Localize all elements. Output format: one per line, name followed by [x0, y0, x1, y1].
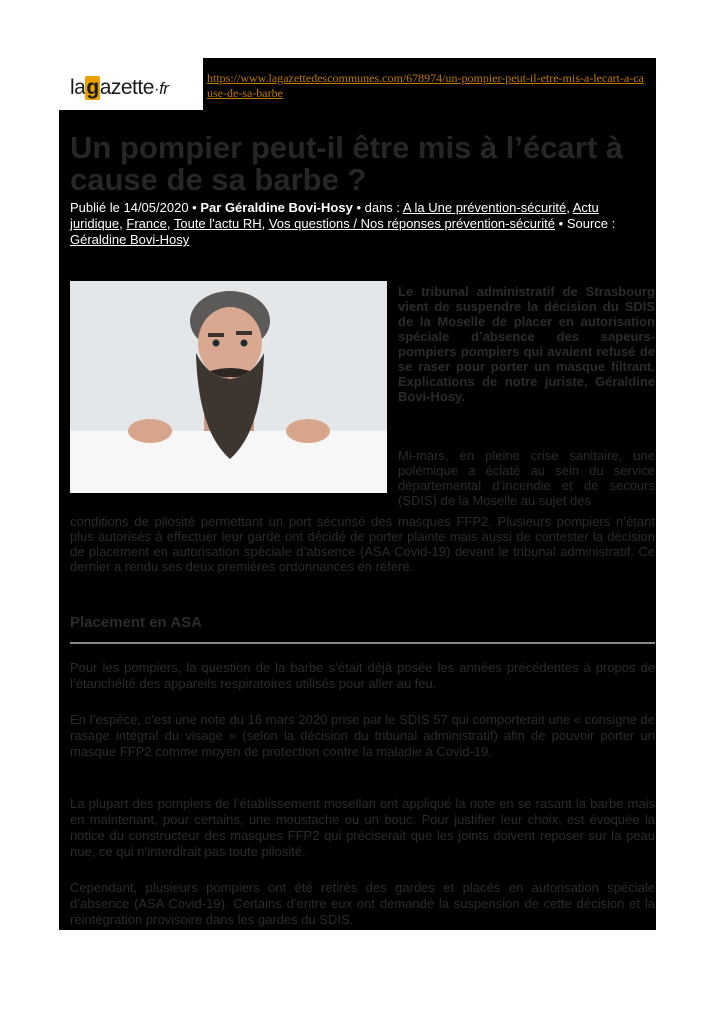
body-paragraph: Pour les pompiers, la question de la barbe s’était déjà posée les années précédentes à propos de l’étanchéité des appareils respiratoires utilisés pour aller au feu. [70, 660, 655, 691]
article-title: Un pompier peut-il être mis à l’écart à cause de sa barbe ? [70, 130, 623, 197]
gazette-logo[interactable]: lagazette·fr [70, 76, 169, 99]
logo-area [59, 58, 203, 110]
body-paragraph: La plupart des pompiers de l’établissement mosellan ont appliqué la note en se rasant la barbe mais en maintenant, pour certains, une moustache ou un bouc. Pour justifier leur choix, est évoquée la notice du constructeur des masques FFP2 qui préciserait que les joints doivent reposer sur la peau nue, ce qui n’interdirait pas toute pilosité. [70, 796, 655, 859]
article-meta: Publié le 14/05/2020 • Par Géraldine Bovi-Hosy • dans : A la Une prévention-sécurité, Actu juridique, France, Toute l'actu RH, Vos questions / Nos réponses prévention-sécurité • Source : Géraldine Bovi-Hosy [70, 200, 616, 247]
category-link[interactable]: Actu juridique [70, 200, 599, 231]
category-link[interactable]: Vos questions / Nos réponses prévention-sécurité [268, 216, 556, 231]
publish-date: Publié le 14/05/2020 [70, 200, 189, 215]
intro-paragraph-part2: conditions de pilosité permettant un port sécurisé des masques FFP2. Plusieurs pompiers n’étant plus autorisés à effectuer leur garde ont décidé de porter plainte mais aussi de contester la décision de placement en autorisation spéciale d’absence (ASA Covid-19) devant le tribunal administratif. Ce dernier a rendu ses deux premières ordonnances en référé. [70, 514, 655, 574]
category-link[interactable]: France [126, 216, 167, 231]
source-label: Source : [566, 216, 616, 231]
article-lead: Le tribunal administratif de Strasbourg vient de suspendre la décision du SDIS de la Moselle de placer en autorisation spéciale d’absence des sapeurs-pompiers pompiers qui avaient refusé de se raser pour porter un masque filtrant. Explications de notre juriste, Géraldine Bovi-Hosy. [398, 284, 655, 404]
bearded-man-illustration [70, 281, 387, 493]
category-link[interactable]: A la Une prévention-sécurité [402, 200, 567, 215]
author-prefix: Par [200, 200, 222, 215]
document-page [59, 58, 656, 930]
categories-label: dans : [364, 200, 401, 215]
article-photo [70, 281, 387, 493]
body-paragraph: En l’espèce, c’est une note du 16 mars 2020 prise par le SDIS 57 qui comporterait une « consigne de rasage intégral du visage » (selon la décision du tribunal administratif) afin de pouvoir porter un masque FFP2 comme moyen de protection contre la maladie à Covid-19. [70, 712, 655, 759]
source-link[interactable]: Géraldine Bovi-Hosy [70, 232, 190, 247]
body-paragraph: Cependant, plusieurs pompiers ont été retirés des gardes et placés en autorisation spéciale d’absence (ASA Covid-19). Certains d’entre eux ont demandé la suspension de cette décision et la réintégration provisoire dans les gardes du SDIS. [70, 880, 655, 927]
section-divider [70, 642, 655, 644]
author-name: Géraldine Bovi-Hosy [224, 200, 353, 215]
category-link[interactable]: Toute l'actu RH [173, 216, 262, 231]
section-heading: Placement en ASA [70, 614, 202, 631]
article-url-link[interactable]: https://www.lagazettedescommunes.com/678974/un-pompier-peut-il-etre-mis-a-lecart-a-cause-de-sa-barbe [207, 71, 644, 100]
intro-paragraph-part1: Mi-mars, en pleine crise sanitaire, une polémique a éclaté au sein du service départemental d’incendie et de secours (SDIS) de la Moselle au sujet des [398, 448, 655, 508]
